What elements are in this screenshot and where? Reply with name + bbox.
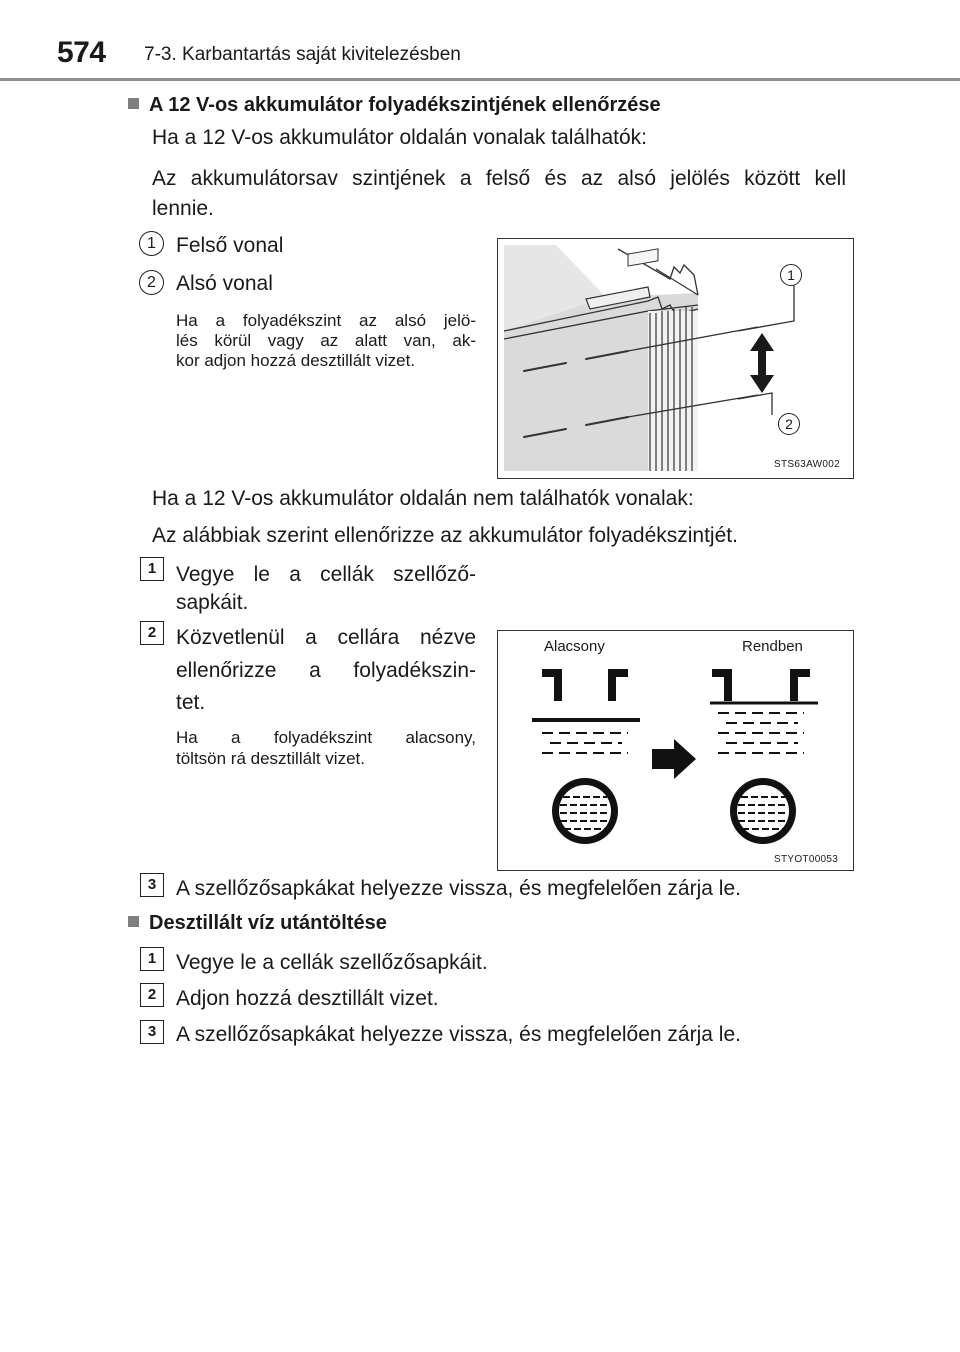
section2-heading-text: Desztillált víz utántöltése xyxy=(149,912,387,934)
figure2-code: STYOT00053 xyxy=(774,854,839,865)
paragraph-line-2: lennie. xyxy=(152,197,214,220)
refill-step3-text: A szellőzősapkákat helyezze vissza, és megfelelően zárja le. xyxy=(176,1023,741,1046)
note-line-1: Ha a folyadékszint az alsó jelö- xyxy=(176,311,476,330)
intro-no-lines: Ha a 12 V-os akkumulátor oldalán nem találhatók vonalak: xyxy=(152,487,694,510)
cell-top-view-ok xyxy=(730,778,796,844)
step2-note-line-2: töltsön rá desztillált vizet. xyxy=(176,749,365,768)
page-number: 574 xyxy=(57,36,106,69)
label-low: Alacsony xyxy=(544,638,605,655)
cell-top-view-low xyxy=(552,778,618,844)
refill-step2-text: Adjon hozzá desztillált vizet. xyxy=(176,987,439,1010)
refill-step1-text: Vegye le a cellák szellőzősapkáit. xyxy=(176,951,488,974)
refill-step-number-3: 3 xyxy=(140,1020,164,1044)
label-ok: Rendben xyxy=(742,638,803,655)
check-intro: Az alábbiak szerint ellenőrizze az akkumulátor folyadékszintjét. xyxy=(152,524,738,547)
battery-level-lines-figure xyxy=(497,238,854,479)
step2-line-2: ellenőrizze a folyadékszin- xyxy=(176,659,476,682)
fluid-level-comparison-figure xyxy=(497,630,854,871)
square-bullet-icon xyxy=(128,916,139,927)
step1-line-1: Vegye le a cellák szellőző- xyxy=(176,563,476,586)
arrow-right-icon xyxy=(652,739,696,779)
step-number-2: 2 xyxy=(140,621,164,645)
paragraph-line-1: Az akkumulátorsav szintjének a felső és az alsó jelölés között kell xyxy=(152,167,846,190)
item-lower-line: Alsó vonal xyxy=(176,272,273,295)
square-bullet-icon xyxy=(128,98,139,109)
item-upper-line: Felső vonal xyxy=(176,234,284,257)
figure1-code: STS63AW002 xyxy=(774,459,840,470)
figure1-callout-1: 1 xyxy=(780,264,802,286)
section-heading-text: A 12 V-os akkumulátor folyadékszintjének ellenőrzése xyxy=(149,94,661,116)
step2-line-3: tet. xyxy=(176,691,206,714)
note-line-3: kor adjon hozzá desztillált vizet. xyxy=(176,351,416,370)
step-number-3: 3 xyxy=(140,873,164,897)
section-heading-refill xyxy=(128,912,387,935)
step2-line-1: Közvetlenül a cellára nézve xyxy=(176,626,476,649)
step1-line-2: sapkáit. xyxy=(176,591,249,614)
step3-text: A szellőzősapkákat helyezze vissza, és megfelelően zárja le. xyxy=(176,877,741,900)
header-divider xyxy=(0,78,960,81)
callout-number-2: 2 xyxy=(139,270,164,295)
fluid-level-illustration xyxy=(498,631,853,870)
step-number-1: 1 xyxy=(140,557,164,581)
note-line-2: lés körül vagy az alatt van, ak- xyxy=(176,331,476,350)
intro-with-lines: Ha a 12 V-os akkumulátor oldalán vonalak találhatók: xyxy=(152,126,647,149)
section-heading-battery-level xyxy=(128,94,661,117)
chapter-title: 7-3. Karbantartás saját kivitelezésben xyxy=(144,44,461,65)
refill-step-number-2: 2 xyxy=(140,983,164,1007)
figure1-callout-2: 2 xyxy=(778,413,800,435)
refill-step-number-1: 1 xyxy=(140,947,164,971)
callout-number-1: 1 xyxy=(139,231,164,256)
step2-note-line-1: Ha a folyadékszint alacsony, xyxy=(176,728,476,747)
